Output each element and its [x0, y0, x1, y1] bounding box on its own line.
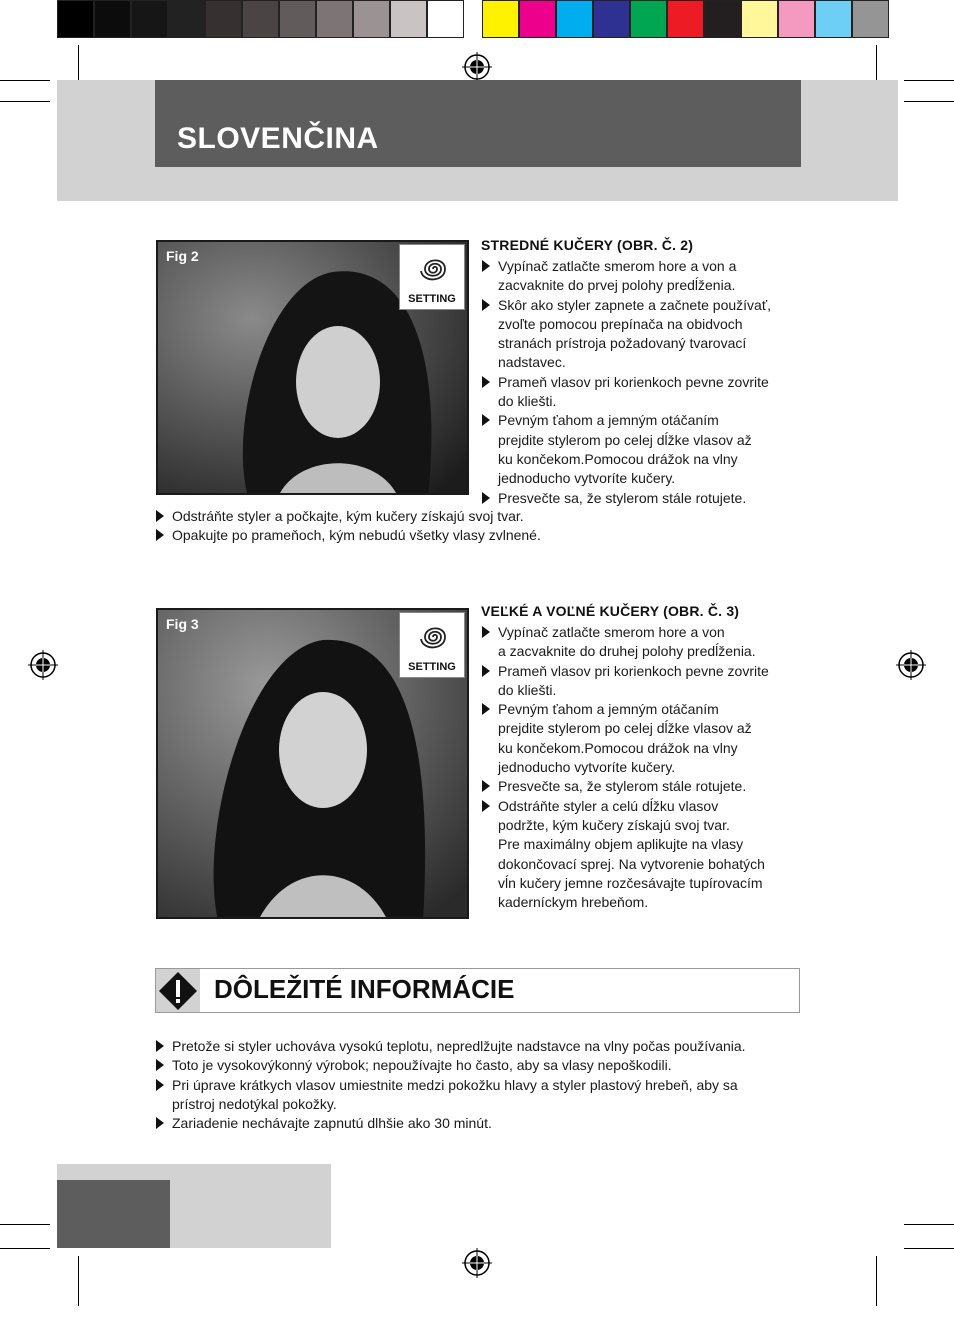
color-swatch: [131, 0, 168, 38]
gray-calibration-bar: [57, 0, 464, 38]
list-item: podržte, kým kučery získajú svoj tvar.: [498, 816, 730, 833]
list-item: Pevným ťahom a jemným otáčaním: [481, 700, 811, 719]
figure-label: Fig 3: [166, 616, 199, 632]
color-swatch: [205, 0, 242, 38]
color-swatch: [427, 0, 464, 38]
color-swatch: [482, 0, 519, 38]
setting-badge: [399, 244, 465, 310]
header-title-box: [155, 80, 801, 167]
list-item: Toto je vysokovýkonný výrobok; nepoužívajte ho často, aby sa vlasy nepoškodili.: [155, 1056, 815, 1075]
section-2-list: [481, 623, 811, 912]
list-item: jednoducho vytvoríte kučery.: [498, 470, 676, 487]
color-swatch: [815, 0, 852, 38]
crop-mark: [904, 80, 954, 81]
list-item: Odstráňte styler a počkajte, kým kučery získajú svoj tvar.: [155, 507, 805, 526]
registration-mark-icon: [896, 650, 926, 680]
crop-mark: [0, 101, 50, 102]
color-swatch: [242, 0, 279, 38]
spiral-icon: [414, 617, 452, 657]
list-item: Vypínač zatlačte smerom hore a von a: [481, 257, 811, 276]
crop-mark: [904, 1248, 954, 1249]
list-item: Pre maximálny objem aplikujte na vlasy: [498, 836, 744, 853]
warning-icon: [156, 969, 200, 1012]
section-1-list: [481, 257, 811, 508]
footer-page-tab: [57, 1180, 170, 1248]
list-item: Vypínač zatlačte smerom hore a von: [481, 623, 811, 642]
list-item: jednoducho vytvoríte kučery.: [498, 759, 676, 776]
list-item: stranách prístroja požadovaný tvarovací: [498, 335, 747, 352]
crop-mark: [78, 1256, 79, 1306]
figure-3-photo: [156, 608, 469, 919]
color-swatch: [168, 0, 205, 38]
color-swatch: [57, 0, 94, 38]
setting-badge: [399, 612, 465, 678]
section-heading: STREDNÉ KUČERY (OBR. Č. 2): [481, 237, 694, 253]
list-item: Presvečte sa, že stylerom stále rotujete.: [481, 777, 811, 796]
list-item: a zacvaknite do druhej polohy predĺženia.: [498, 643, 756, 660]
color-swatch: [279, 0, 316, 38]
list-item: vĺn kučery jemne rozčesávajte tupírovacím: [498, 874, 763, 891]
setting-label: SETTING: [408, 293, 456, 305]
crop-mark: [876, 45, 877, 85]
list-item: zvoľte pomocou prepínača na obidvoch: [498, 315, 743, 332]
list-item: Pevným ťahom a jemným otáčaním: [481, 411, 811, 430]
crop-mark: [0, 1248, 50, 1249]
crop-mark: [78, 45, 79, 85]
color-swatch: [778, 0, 815, 38]
page-title: SLOVENČINA: [177, 122, 379, 155]
list-item: Odstráňte styler a celú dĺžku vlasov: [481, 797, 811, 816]
list-item: Prameň vlasov pri korienkoch pevne zovrite: [481, 662, 811, 681]
color-swatch: [593, 0, 630, 38]
list-item: Pretože si styler uchováva vysokú teplotu, nepredlžujte nadstavce na vlny počas používania.: [155, 1037, 815, 1056]
section-heading: VEĽKÉ A VOĽNÉ KUČERY (OBR. Č. 3): [481, 603, 740, 619]
registration-mark-icon: [28, 650, 58, 680]
list-item: Presvečte sa, že stylerom stále rotujete.: [481, 489, 811, 508]
color-swatch: [519, 0, 556, 38]
list-item: Skôr ako styler zapnete a začnete používať,: [481, 296, 811, 315]
crop-mark: [0, 1224, 50, 1225]
setting-label: SETTING: [408, 661, 456, 673]
color-swatch: [741, 0, 778, 38]
color-swatch: [630, 0, 667, 38]
list-item: Prameň vlasov pri korienkoch pevne zovrite: [481, 373, 811, 392]
list-item: kaderníckym hrebeňom.: [498, 894, 649, 911]
color-calibration-bar: [482, 0, 889, 38]
color-swatch: [556, 0, 593, 38]
list-item: do kliešti.: [498, 393, 557, 410]
list-item: prejdite stylerom po celej dĺžke vlasov až: [498, 720, 752, 737]
list-item: ku končekom.Pomocou drážok na vlny: [498, 739, 738, 756]
list-item: Zariadenie nechávajte zapnutú dlhšie ako 30 minút.: [155, 1114, 815, 1133]
crop-mark: [876, 1256, 877, 1306]
color-swatch: [667, 0, 704, 38]
list-item: do kliešti.: [498, 681, 557, 698]
color-swatch: [316, 0, 353, 38]
crop-mark: [904, 1224, 954, 1225]
list-item: prístroj nedotýkal pokožky.: [172, 1095, 337, 1112]
list-item: dokončovací sprej. Na vytvorenie bohatých: [498, 855, 765, 872]
list-item: nadstavec.: [498, 354, 566, 371]
registration-mark-icon: [462, 52, 492, 82]
list-item: zacvaknite do prvej polohy predĺženia.: [498, 277, 736, 294]
list-item: ku končekom.Pomocou drážok na vlny: [498, 450, 738, 467]
important-info-banner: [155, 968, 800, 1013]
list-item: Opakujte po prameňoch, kým nebudú všetky vlasy zvlnené.: [155, 526, 805, 545]
color-swatch: [390, 0, 427, 38]
important-info-title: DÔLEŽITÉ INFORMÁCIE: [214, 974, 515, 1004]
color-swatch: [353, 0, 390, 38]
figure-label: Fig 2: [166, 248, 199, 264]
color-swatch: [852, 0, 889, 38]
important-info-list: [155, 1037, 815, 1133]
crop-mark: [904, 101, 954, 102]
spiral-icon: [414, 249, 452, 289]
figure-2-photo: [156, 240, 469, 495]
registration-mark-icon: [462, 1248, 492, 1278]
color-swatch: [94, 0, 131, 38]
section-1-wide-list: [155, 507, 805, 546]
list-item: Pri úprave krátkych vlasov umiestnite medzi pokožku hlavy a styler plastový hrebeň, aby sa: [155, 1076, 815, 1095]
color-swatch: [704, 0, 741, 38]
crop-mark: [0, 80, 50, 81]
list-item: prejdite stylerom po celej dĺžke vlasov až: [498, 431, 752, 448]
